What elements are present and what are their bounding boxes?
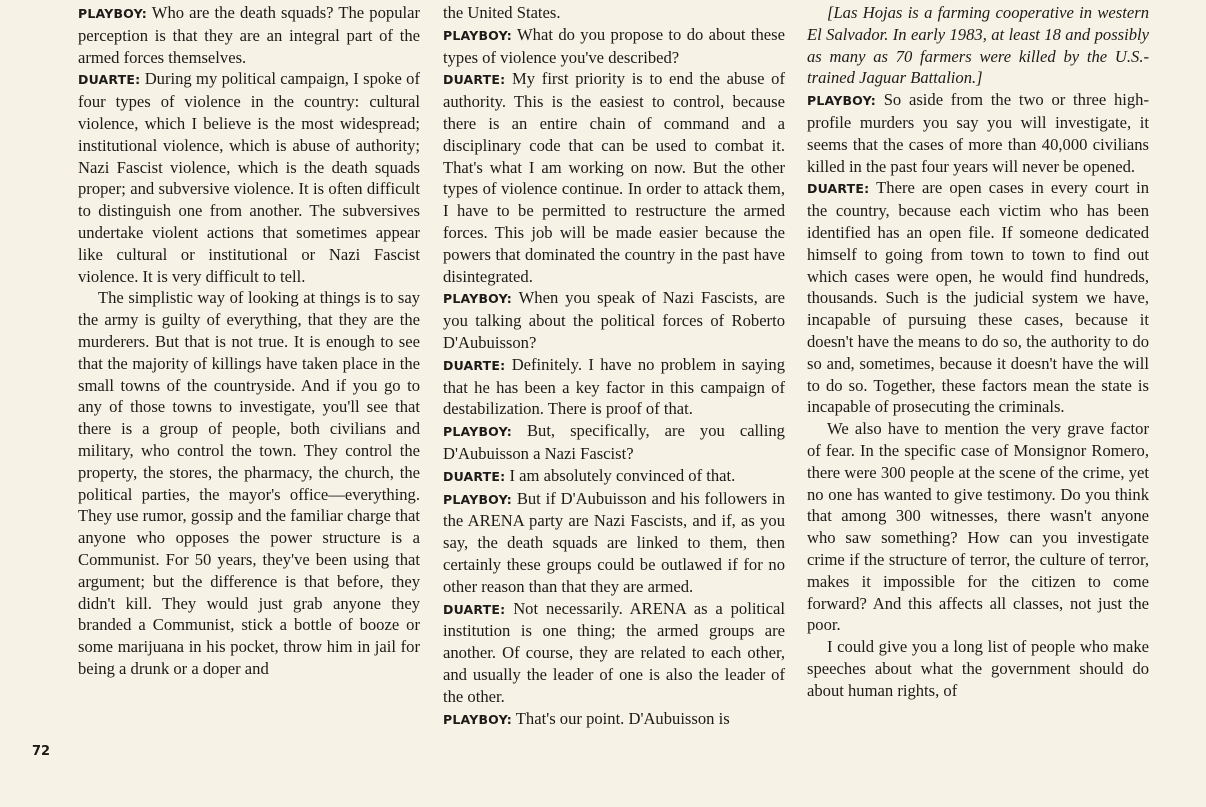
paragraph bbox=[78, 68, 420, 287]
speaker-label: PLAYBOY: bbox=[807, 93, 876, 109]
paragraph-text: the United States. bbox=[443, 3, 561, 22]
paragraph-text: Definitely. I have no problem in saying that he has been a key factor in this campaign of destabilization. There is proof of that. bbox=[443, 354, 785, 419]
paragraph-text: I could give you a long list of people who make speeches about what the government should do about human rights, of bbox=[807, 637, 1149, 700]
speaker-label: PLAYBOY: bbox=[443, 27, 512, 43]
paragraph bbox=[443, 598, 785, 708]
paragraph-text: I am absolutely convinced of that. bbox=[509, 465, 736, 485]
paragraph bbox=[807, 89, 1149, 177]
paragraph-text: The simplistic way of looking at things is to say the army is guilty of everything, that they are the murderers. But that is not true. It is enough to see that the majority of killings have taken place in the small towns of the countryside. And if you go to any of those towns to investigate, you'll see that there is a group of people, both civilians and military, who control the town. They control the property, the stores, the pharmacy, the church, the political parties, the mayor's office—everything. They use rumor, gossip and the familiar charge that anyone who opposes the power structure is a Communist. For 50 years, they've been using that argument; but the difference is that before, they didn't kill. They would just grab anyone they branded a Communist, stick a bottle of booze or some marijuana in his pocket, throw him in jail for being a drunk or a doper and bbox=[78, 288, 420, 678]
paragraph bbox=[807, 177, 1149, 418]
speaker-label: PLAYBOY: bbox=[443, 711, 512, 727]
paragraph-text: There are open cases in every court in the country, because each victim who has been identified has an open file. If someone dedicated himself to going from town to town to find out which cases were open, he would find hundreds, thousands. Such is the judicial system we have, incapable of pursuing these cases, because it doesn't have the means to do so, the authority to do so and, sometimes, because it doesn't have the will to do so. Together, these factors mean the state is incapable of prosecuting the criminals. bbox=[807, 178, 1149, 417]
speaker-label: DUARTE: bbox=[807, 181, 870, 197]
speaker-label: PLAYBOY: bbox=[78, 6, 147, 21]
paragraph-text: My first priority is to end the abuse of authority. This is the easiest to control, because there is an entire chain of command and a disciplinary code that can be used to combat it. That's what I am working on now. But the other types of violence continue. In order to attack them, I have to be permitted to restructure the armed forces. This job will be made easier because the powers that dominated the country in the past have disintegrated. bbox=[443, 69, 785, 286]
paragraph bbox=[807, 418, 1149, 636]
speaker-label: PLAYBOY: bbox=[443, 291, 512, 307]
paragraph-text: What do you propose to do about these types of violence you've described? bbox=[443, 24, 785, 67]
page-number: 72 bbox=[32, 744, 51, 759]
paragraph-text: When you speak of Nazi Fascists, are you talking about the political forces of Roberto D'Aubuisson? bbox=[443, 288, 785, 352]
paragraph-text: But, specifically, are you calling D'Aubuisson a Nazi Fascist? bbox=[443, 421, 785, 463]
article-column-3 bbox=[807, 2, 1149, 702]
paragraph bbox=[443, 354, 785, 420]
paragraph bbox=[443, 2, 785, 24]
paragraph bbox=[443, 24, 785, 69]
paragraph-text: Not necessarily. ARENA as a political institution is one thing; the armed groups are another. Of course, they are related to each other, and usually the leader of one is also the leader of the other. bbox=[443, 598, 785, 706]
paragraph bbox=[807, 2, 1149, 89]
paragraph bbox=[807, 636, 1149, 701]
speaker-label: DUARTE: bbox=[443, 468, 506, 484]
speaker-label: DUARTE: bbox=[443, 72, 506, 88]
speaker-label: PLAYBOY: bbox=[443, 491, 512, 507]
speaker-label: DUARTE: bbox=[443, 601, 506, 617]
paragraph-text: [Las Hojas is a farming cooperative in western El Salvador. In early 1983, at least 18 and possibly as many as 70 farmers were killed by the U.S.-trained Jaguar Battalion.] bbox=[807, 3, 1149, 88]
paragraph-text: But if D'Aubuisson and his followers in the ARENA party are Nazi Fascists, and if, as you say, the death squads are linked to them, then certainly these groups could be outlawed if for no other reason than that they are armed. bbox=[443, 488, 785, 596]
paragraph bbox=[78, 287, 420, 679]
speaker-label: PLAYBOY: bbox=[443, 424, 512, 440]
paragraph bbox=[443, 68, 785, 287]
paragraph bbox=[443, 420, 785, 465]
speaker-label: DUARTE: bbox=[78, 72, 141, 88]
paragraph-text: We also have to mention the very grave factor of fear. In the specific case of Monsignor Romero, there were 300 people at the scene of the crime, yet no one has wanted to give testimony. Do you think that among 300 witnesses, there wasn't anyone who saw something? How can you investigate crime if the structure of terror, the culture of terror, makes it impossible for the citizen to come forward? And this affects all classes, not just the poor. bbox=[807, 419, 1149, 635]
paragraph-text: That's our point. D'Aubuisson is bbox=[515, 708, 730, 728]
paragraph bbox=[443, 465, 785, 488]
paragraph bbox=[443, 488, 785, 598]
paragraph-text: Who are the death squads? The popular perception is that they are an integral part of the armed forces themselves. bbox=[78, 3, 420, 67]
paragraph bbox=[78, 2, 420, 68]
article-column-2 bbox=[443, 2, 785, 730]
speaker-label: DUARTE: bbox=[443, 357, 506, 373]
paragraph bbox=[443, 287, 785, 353]
paragraph-text: During my political campaign, I spoke of four types of violence in the country: cultural violence, which I believe is the most widespread; institutional violence, which is abuse of authority; Nazi Fascist violence, which is the death squads proper; and subversive violence. It is often difficult to distinguish one from another. The subversives undertake violent actions that sometimes appear like cultural or institutional or Nazi Fascist violence. It is very difficult to tell. bbox=[78, 69, 420, 286]
paragraph-text: So aside from the two or three high-profile murders you say you will investigate, it seems that the cases of more than 40,000 civilians killed in the past four years will never be opened. bbox=[807, 90, 1149, 176]
paragraph bbox=[443, 708, 785, 731]
article-column-1 bbox=[78, 2, 420, 680]
